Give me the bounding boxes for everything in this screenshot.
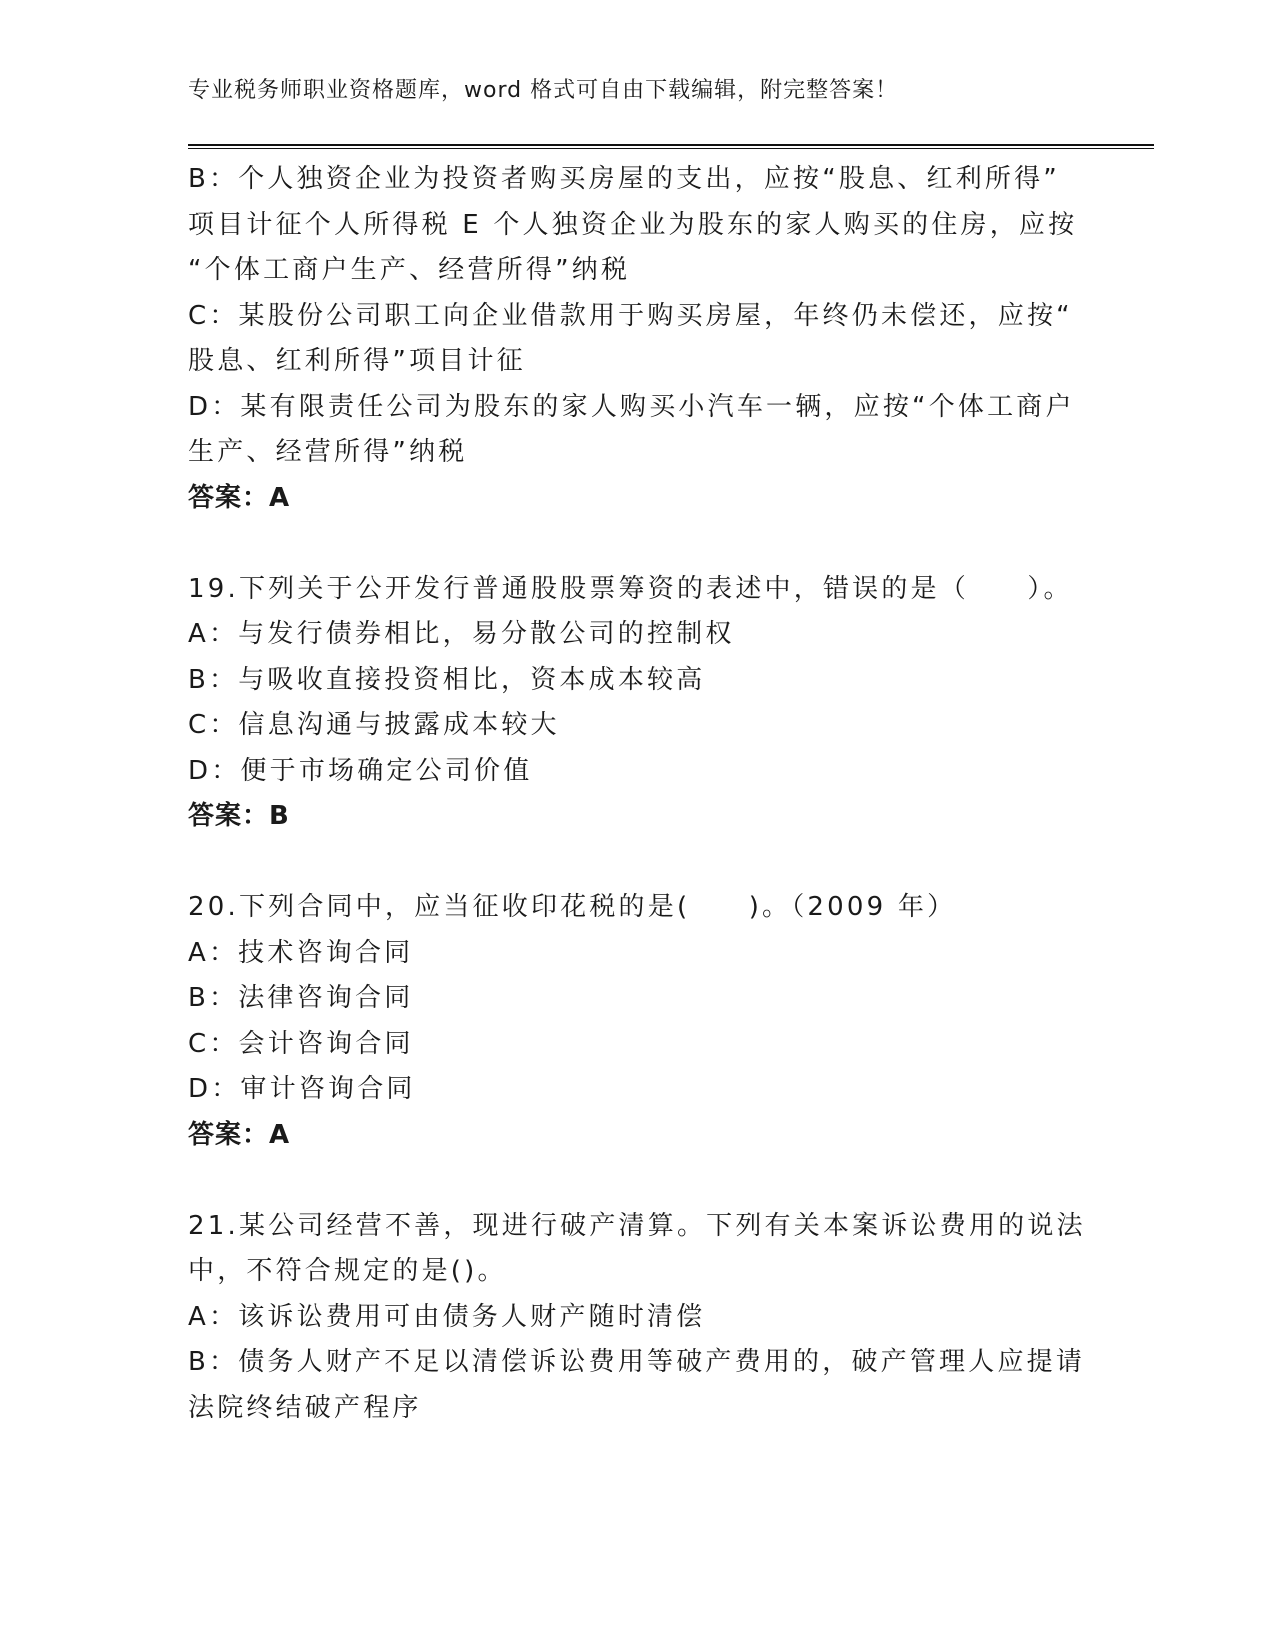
q19-answer: 答案：B bbox=[188, 801, 290, 831]
q20-stem: 20.下列合同中，应当征收印花税的是( )。（2009 年） bbox=[188, 892, 957, 922]
q20-option-d: D：审计咨询合同 bbox=[188, 1074, 416, 1104]
q21-stem-line1: 21.某公司经营不善，现进行破产清算。下列有关本案诉讼费用的说法 bbox=[188, 1210, 1086, 1241]
q20-option-c: C：会计咨询合同 bbox=[188, 1028, 414, 1059]
q18-option-b-line2: 项目计征个人所得税 E 个人独资企业为股东的家人购买的住房，应按 bbox=[188, 209, 1078, 240]
q18-answer: 答案：A bbox=[188, 482, 291, 513]
q20-answer: 答案：A bbox=[188, 1119, 291, 1150]
spacer bbox=[188, 840, 1068, 886]
q19-stem: 19.下列关于公开发行普通股股票筹资的表述中，错误的是（ ）。 bbox=[188, 573, 1073, 604]
q21-option-b-line1: B：债务人财产不足以清偿诉讼费用等破产费用的，破产管理人应提请 bbox=[188, 1347, 1086, 1377]
header-divider bbox=[188, 144, 1154, 149]
q20-option-b: B：法律咨询合同 bbox=[188, 983, 414, 1013]
q19-option-b: B：与吸收直接投资相比，资本成本较高 bbox=[188, 664, 706, 695]
question-content bbox=[188, 157, 1086, 1431]
page-header: 专业税务师职业资格题库，word 格式可自由下载编辑，附完整答案！ bbox=[188, 78, 899, 103]
spacer bbox=[188, 521, 1068, 567]
q19-option-d: D：便于市场确定公司价值 bbox=[188, 755, 533, 786]
q21-option-a: A：该诉讼费用可由债务人财产随时清偿 bbox=[188, 1301, 706, 1332]
q20-option-a: A：技术咨询合同 bbox=[188, 937, 414, 968]
q21-option-b-line2: 法院终结破产程序 bbox=[188, 1392, 422, 1423]
q18-option-c-line1: C：某股份公司职工向企业借款用于购买房屋，年终仍未偿还，应按“ bbox=[188, 300, 1073, 331]
q18-option-d-line1: D：某有限责任公司为股东的家人购买小汽车一辆，应按“个体工商户 bbox=[188, 391, 1075, 422]
q18-option-b-line1: B：个人独资企业为投资者购买房屋的支出，应按“股息、红利所得” bbox=[188, 164, 1060, 194]
q18-option-d-line2: 生产、经营所得”纳税 bbox=[188, 437, 468, 467]
q18-option-b-line3: “个体工商户生产、经营所得”纳税 bbox=[188, 255, 631, 285]
q19-option-a: A：与发行债券相比，易分散公司的控制权 bbox=[188, 619, 735, 649]
q18-option-c-line2: 股息、红利所得”项目计征 bbox=[188, 346, 526, 376]
spacer bbox=[188, 1158, 1068, 1204]
q19-option-c: C：信息沟通与披露成本较大 bbox=[188, 710, 560, 740]
q21-stem-line2: 中，不符合规定的是()。 bbox=[188, 1256, 507, 1286]
